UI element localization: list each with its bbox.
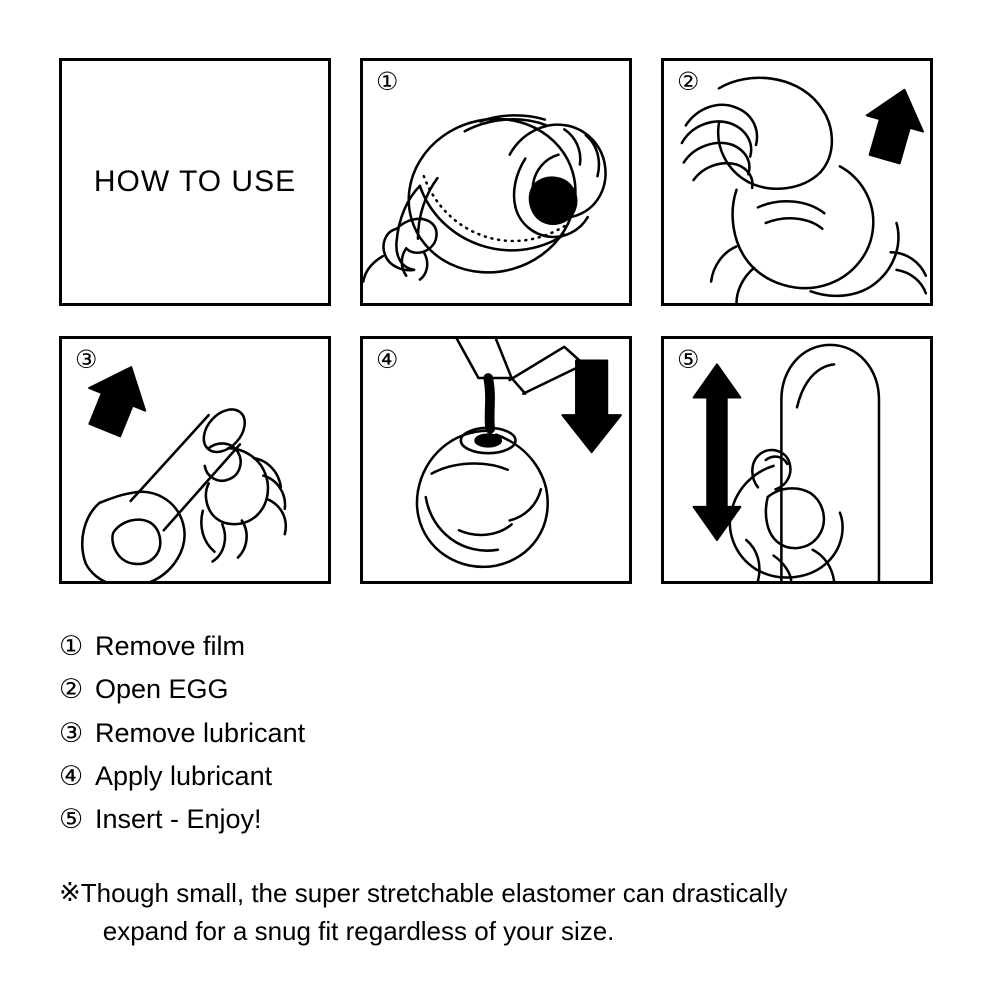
legend-list [59,632,959,849]
footnote [59,875,959,950]
step-5-number: ⑤ [677,345,700,374]
footnote-text [81,875,788,950]
step-1-illustration [363,61,629,303]
step-5-illustration [664,339,930,581]
step-2-illustration [664,61,930,303]
how-to-use-title-panel [59,58,331,306]
panel-grid [59,58,941,584]
legend-item-5 [59,805,959,834]
footnote-line-2: expand for a snug fit regardless of your size. [102,915,615,946]
legend-item-4 [59,762,959,791]
step-5-panel [661,336,933,584]
legend-item-1 [59,632,959,661]
footnote-marker: ※ [59,878,81,908]
step-4-illustration [363,339,629,581]
legend-marker-2: ② [59,674,84,706]
footnote-line-1: Though small, the super stretchable elastomer can drastically [80,878,788,908]
legend-label-3: Remove lubricant [95,717,306,748]
legend-label-4: Apply lubricant [95,761,273,792]
legend-item-2 [59,675,959,704]
step-3-number: ③ [75,345,98,374]
legend-marker-5: ⑤ [59,804,84,836]
step-1-number: ① [376,67,399,96]
legend-marker-4: ④ [59,761,84,793]
step-4-number: ④ [376,345,399,374]
step-1-panel [360,58,632,306]
legend-label-2: Open EGG [95,674,229,705]
step-4-panel [360,336,632,584]
legend-label-1: Remove film [95,631,246,661]
step-2-number: ② [677,67,700,96]
page-title: HOW TO USE [93,165,297,198]
legend-marker-3: ③ [59,717,84,749]
legend-label-5: Insert - Enjoy! [95,804,262,835]
step-3-panel [59,336,331,584]
step-2-panel [661,58,933,306]
legend-item-3 [59,719,959,748]
step-3-illustration [62,339,328,581]
legend-marker-1: ① [59,631,84,662]
